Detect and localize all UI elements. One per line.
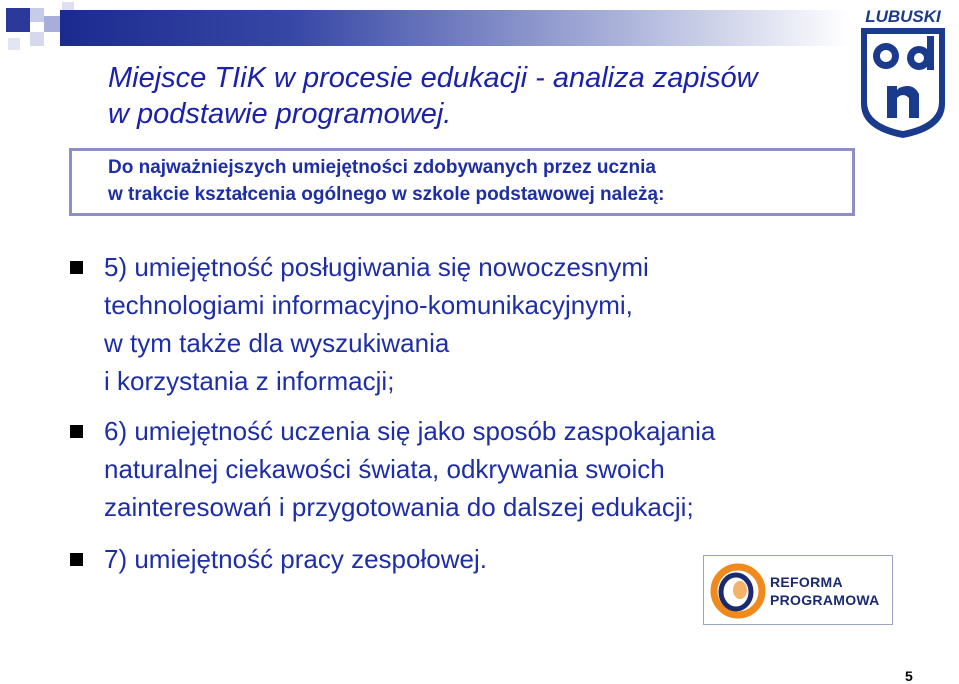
intro-line-2: w trakcie kształcenia ogólnego w szkole podstawowej należą: xyxy=(108,184,665,205)
bullet-text: 7) umiejętność pracy zespołowej. xyxy=(104,544,487,574)
svg-text:LUBUSKI: LUBUSKI xyxy=(865,7,941,26)
reforma-line-2: PROGRAMOWA xyxy=(770,592,880,608)
bullet-item xyxy=(70,412,890,526)
bullet-text: 6) umiejętność uczenia się jako sposób zaspokajania naturalnej ciekawości świata, odkrywania swoich zainteresowań i przygotowania do dalszej edukacji; xyxy=(104,416,716,522)
bullet-square-icon xyxy=(70,261,83,274)
header-bar xyxy=(60,10,850,46)
bullet-square-icon xyxy=(70,425,83,438)
reforma-programowa-logo xyxy=(703,555,893,625)
intro-box xyxy=(69,148,855,216)
intro-line-1: Do najważniejszych umiejętności zdobywanych przez ucznia xyxy=(108,157,656,178)
page-number: 5 xyxy=(905,668,913,684)
lubuski-odn-logo xyxy=(853,6,953,140)
bullet-square-icon xyxy=(70,553,83,566)
slide-title xyxy=(108,60,868,132)
bullet-list xyxy=(70,248,890,578)
reforma-line-1: REFORMA xyxy=(770,574,843,590)
bullet-text: 5) umiejętność posługiwania się nowoczesnymi technologiami informacyjno-komunikacyjnymi, w tym także dla wyszukiwania i korzystania z informacji; xyxy=(104,252,649,396)
reforma-swirl-icon xyxy=(710,562,766,620)
bullet-item xyxy=(70,248,890,400)
title-line-2: w podstawie programowej. xyxy=(108,98,452,130)
title-line-1: Miejsce TIiK w procesie edukacji - analiza zapisów xyxy=(108,62,758,94)
